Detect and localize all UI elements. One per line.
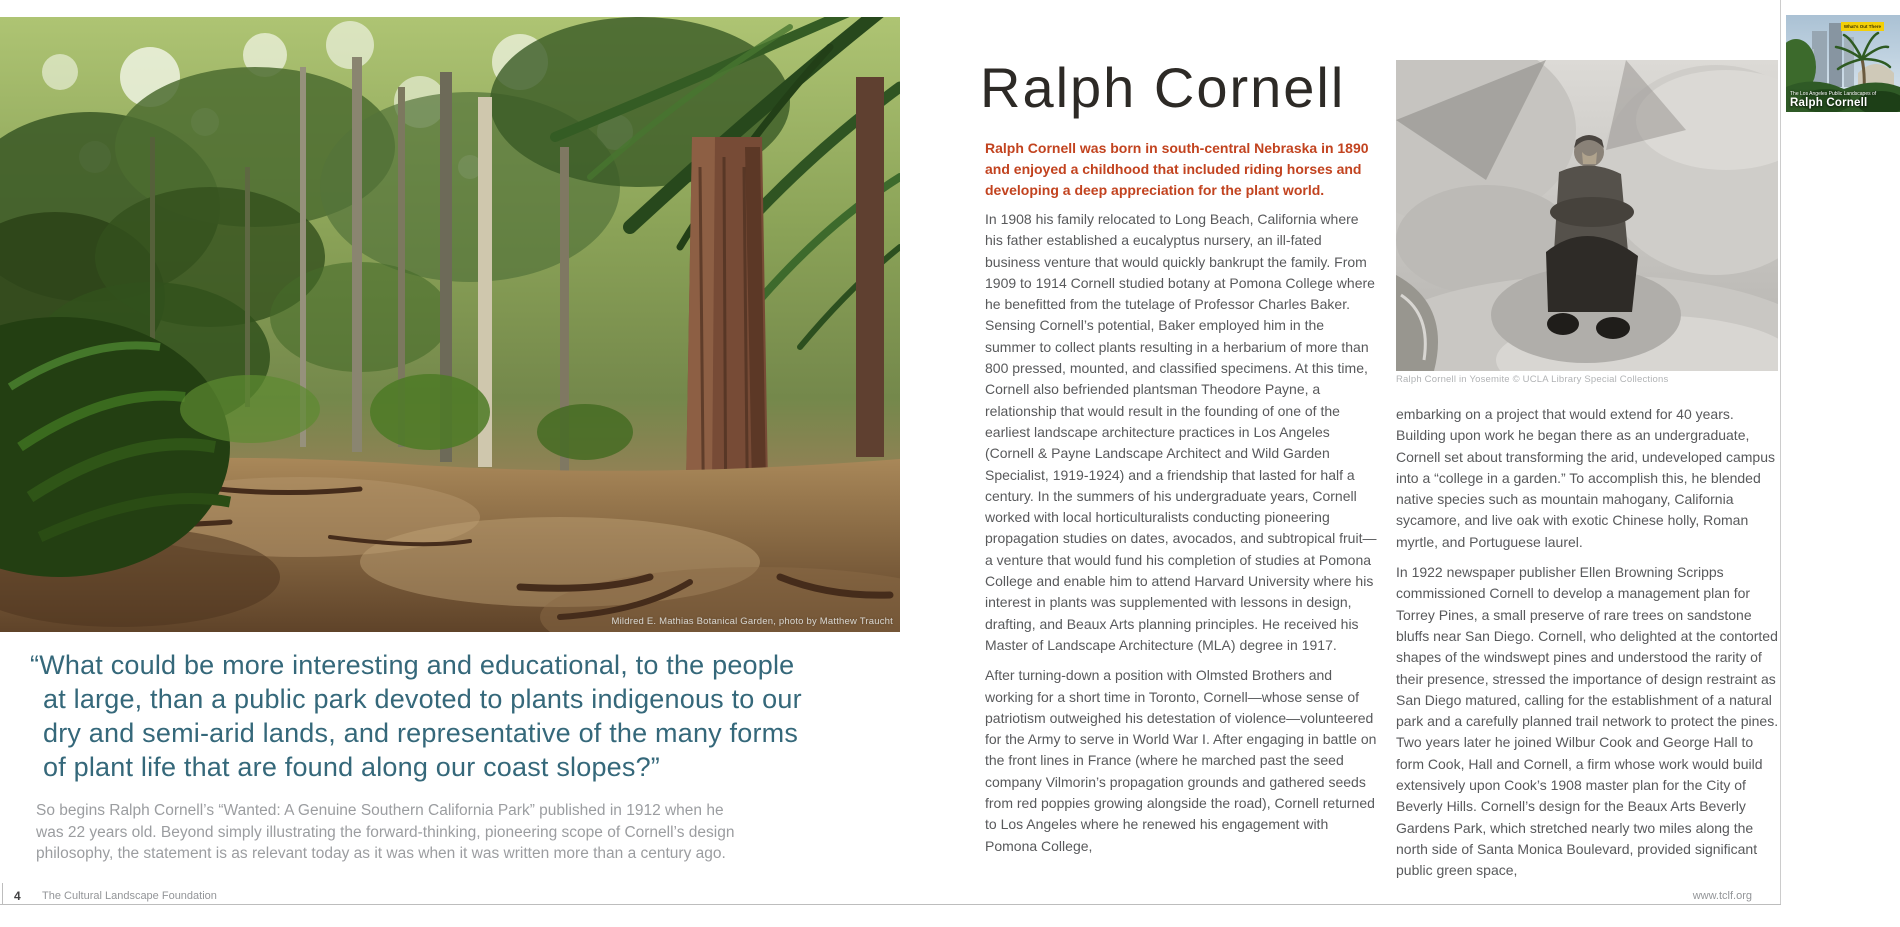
body-paragraph: In 1908 his family relocated to Long Beach, California where his father established a eucalyptus nursery, an ill-fated business venture that would quickly bankrupt the family. From 1909 to 1914 Cornell studied botany at Pomona College where he benefitted from the tutelage of Professor Charles Baker. Sensing Cornell’s potential, Baker employed him in the summer to collect plants resulting in a herbarium of more than 800 pressed, mounted, and classified specimens. At this time, Cornell also befriended plantsman Theodore Payne, a relationship that would result in the founding of one of the earliest landscape architecture practices in Los Angeles (Cornell & Payne Landscape Architect and Wild Garden Specialist, 1919-1924) and a friendship that lasted for half a century. In the summers of his undergraduate years, Cornell worked with local horticulturalists conducting pioneering propagation studies on dates, avocados, and subtropical fruit—a venture that would fund his completion of studies at Pomona College and enable him to attend Harvard University where his interest in plants was supplemented with lessons in design, drafting, and Beaux Arts planning principles. He received his Master of Landscape Architecture (MLA) degree in 1917. <box>985 211 1377 653</box>
botanical-garden-illustration <box>0 17 900 632</box>
cover-series-badge: What’s Out There <box>1841 22 1884 31</box>
pull-quote-line: dry and semi-arid lands, and representative of the many forms <box>43 718 799 748</box>
quote-attribution: So begins Ralph Cornell’s “Wanted: A Genuine Southern California Park” published in 1912 when he was 22 years old. Beyond simply illustrating the forward-thinking, pioneering scope of Cornell’s design philosophy, the statement is as relevant today as it was when it was written more than a century ago. <box>36 802 735 862</box>
article-title: Ralph Cornell <box>980 56 1346 119</box>
pull-quote-line: “What could be more interesting and educational, to the people <box>30 650 795 680</box>
cover-series-label: The Los Angeles Public Landscapes of <box>1790 91 1877 97</box>
body-paragraph: After turning-down a position with Olmsted Brothers and working for a short time in Toronto, Cornell—whose sense of patriotism outweighed his detestation of violence—volunteered for the Army to serve in World War I. After engaging in battle on the front lines in France (where he marched past the seed company Vilmorin’s propagation grounds and gathered seeds from red poppies growing alongside the road), Cornell returned to Los Angeles where he renewed his engagement with Pomona College, <box>985 667 1377 854</box>
page-edge-divider <box>1780 0 1781 905</box>
cover-title: Ralph Cornell <box>1790 97 1868 109</box>
yosemite-photo-illustration <box>1396 60 1778 371</box>
yosemite-photo-caption: Ralph Cornell in Yosemite © UCLA Library Special Collections <box>1396 374 1669 385</box>
pull-quote-line: at large, than a public park devoted to plants indigenous to our <box>43 684 802 714</box>
botanical-garden-photo <box>0 17 900 632</box>
pull-quote <box>30 648 830 784</box>
body-column-1 <box>985 209 1377 866</box>
footer-rule <box>0 904 1781 905</box>
footer-publication: The Cultural Landscape Foundation <box>42 890 217 902</box>
garden-photo-credit: Mildred E. Mathias Botanical Garden, photo by Matthew Traucht <box>611 616 893 627</box>
body-column-2 <box>1396 404 1782 891</box>
pull-quote-line: of plant life that are found along our coast slopes?” <box>43 752 660 782</box>
page-number: 4 <box>14 889 21 903</box>
lead-paragraph: Ralph Cornell was born in south-central Nebraska in 1890 and enjoyed a childhood that included riding horses and developing a deep appreciation for the plant world. <box>985 140 1369 198</box>
footer-left-tick <box>2 883 3 904</box>
footer-website-link[interactable]: www.tclf.org <box>1692 890 1752 902</box>
body-paragraph: embarking on a project that would extend for 40 years. Building upon work he began there as an undergraduate, Cornell set about transforming the arid, undeveloped campus into a “college in a garden.” To accomplish this, he blended native species such as mountain mahogany, California sycamore, and live oak with exotic Chinese holly, Roman myrtle, and Portuguese laurel. <box>1396 406 1775 550</box>
body-paragraph: In 1922 newspaper publisher Ellen Browning Scripps commissioned Cornell to develop a management plan for Torrey Pines, a small preserve of rare trees on sandstone bluffs near San Diego. Cornell, who delighted at the contorted shapes of the windswept pines and understood the rarity of their presence, stressed the importance of design restraint as San Diego matured, calling for the establishment of a natural park and a carefully planned trail network to protect the pines. Two years later he joined Wilbur Cook and George Hall to form Cook, Hall and Cornell, a firm whose work would build extensively upon Cook’s 1908 master plan for the City of Beverly Hills. Cornell’s design for the Beaux Arts Beverly Gardens Park, which stretched nearly two miles along the north side of Santa Monica Boulevard, provided significant public green space, <box>1396 564 1779 879</box>
next-page-cover-thumbnail <box>1786 15 1900 112</box>
ralph-cornell-yosemite-photo <box>1396 60 1778 371</box>
